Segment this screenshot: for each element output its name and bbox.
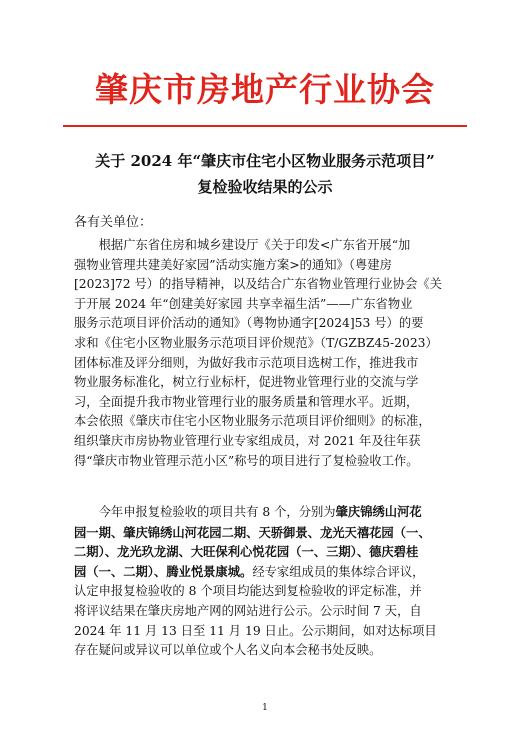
title-line-1: 关于 2024 年“肇庆市住宅小区物业服务示范项目” — [95, 152, 435, 170]
paragraph-1-line: 强物业管理共建美好家园”活动实施方案>的通知》（粤建房 — [74, 257, 392, 272]
paragraph-1-line: 团体标准及评分细则，为做好我市示范项目选树工作，推进我市 — [74, 355, 419, 370]
paragraph-1-line: 根据广东省住房和城乡建设厅《关于印发<广东省开展“加 — [74, 238, 411, 252]
project-list-text: 园一期、肇庆锦绣山河花园二期、天骄御景、龙光天禧花园（一、 — [74, 524, 431, 540]
paragraph-2-text: 认定申报复检验收的 8 个项目均能达到复检验收的评定标准，并 — [74, 584, 422, 599]
paragraph-2-text: 将评议结果在肇庆房地产网的网站进行公示。公示时间 7 天，自 — [74, 603, 422, 618]
paragraph-2-text: 经专家组成员的集体综合评议， — [252, 564, 425, 579]
paragraph-1 — [74, 236, 466, 471]
paragraph-2-text: 存在疑问或异议可以单位或个人名义向本会秘书处反映。 — [74, 643, 382, 658]
paragraph-1-line: [2023]72 号）的指导精神，以及结合广东省物业管理行业协会《关 — [74, 277, 442, 292]
paragraph-2-text: 2024 年 11 月 13 日至 11 月 19 日止。公示期间，如对达标项目 — [74, 623, 437, 638]
org-header-title: 肇庆市房地产行业协会 — [95, 70, 435, 109]
paragraph-1-line: 求和《住宅小区物业服务示范项目评价规范》（T/GZBZ45-2023） — [74, 335, 438, 350]
paragraph-1-line: 习，全面提升我市物业管理行业的服务质量和管理水平。近期， — [74, 394, 419, 409]
paragraph-1-line: 本会依照《肇庆市住宅小区物业服务示范项目评价细则》的标准， — [74, 414, 431, 429]
project-list-text: 园（一、二期）、腾业悦景康城。 — [74, 563, 253, 579]
title-line-2: 复检验收结果的公示 — [197, 178, 333, 196]
paragraph-2-line-4 — [74, 562, 466, 583]
paragraph-2-intro-text: 今年申报复检验收的项目共有 8 个，分别为 — [74, 505, 336, 519]
paragraph-2-line-1 — [74, 502, 466, 523]
paragraph-1-line: 物业服务标准化，树立行业标杆，促进物业管理行业的交流与学 — [74, 375, 419, 390]
project-list-text: 肇庆锦绣山河花 — [335, 504, 422, 519]
paragraph-1-line: 服务示范项目评价活动的通知》（粤物协通字[2024]53 号）的要 — [74, 316, 424, 331]
paragraph-1-line: 于开展 2024 年“创建美好家园 共享幸福生活”——广东省物业 — [74, 296, 413, 311]
salutation: 各有关单位： — [74, 215, 153, 230]
header-red-rule — [63, 125, 467, 127]
paragraph-1-line: 得“肇庆市物业管理示范小区”称号的项目进行了复检验收工作。 — [74, 453, 419, 468]
paragraph-1-line: 组织肇庆市房协物业管理行业专家组成员，对 2021 年及往年获 — [74, 433, 421, 448]
project-list-text: 二期）、龙光玖龙湖、大旺保利心悦花园（一、三期）、德庆碧桂 — [74, 544, 419, 560]
page-number: 1 — [262, 703, 268, 713]
paragraph-2 — [74, 502, 466, 661]
document-title — [40, 148, 490, 200]
